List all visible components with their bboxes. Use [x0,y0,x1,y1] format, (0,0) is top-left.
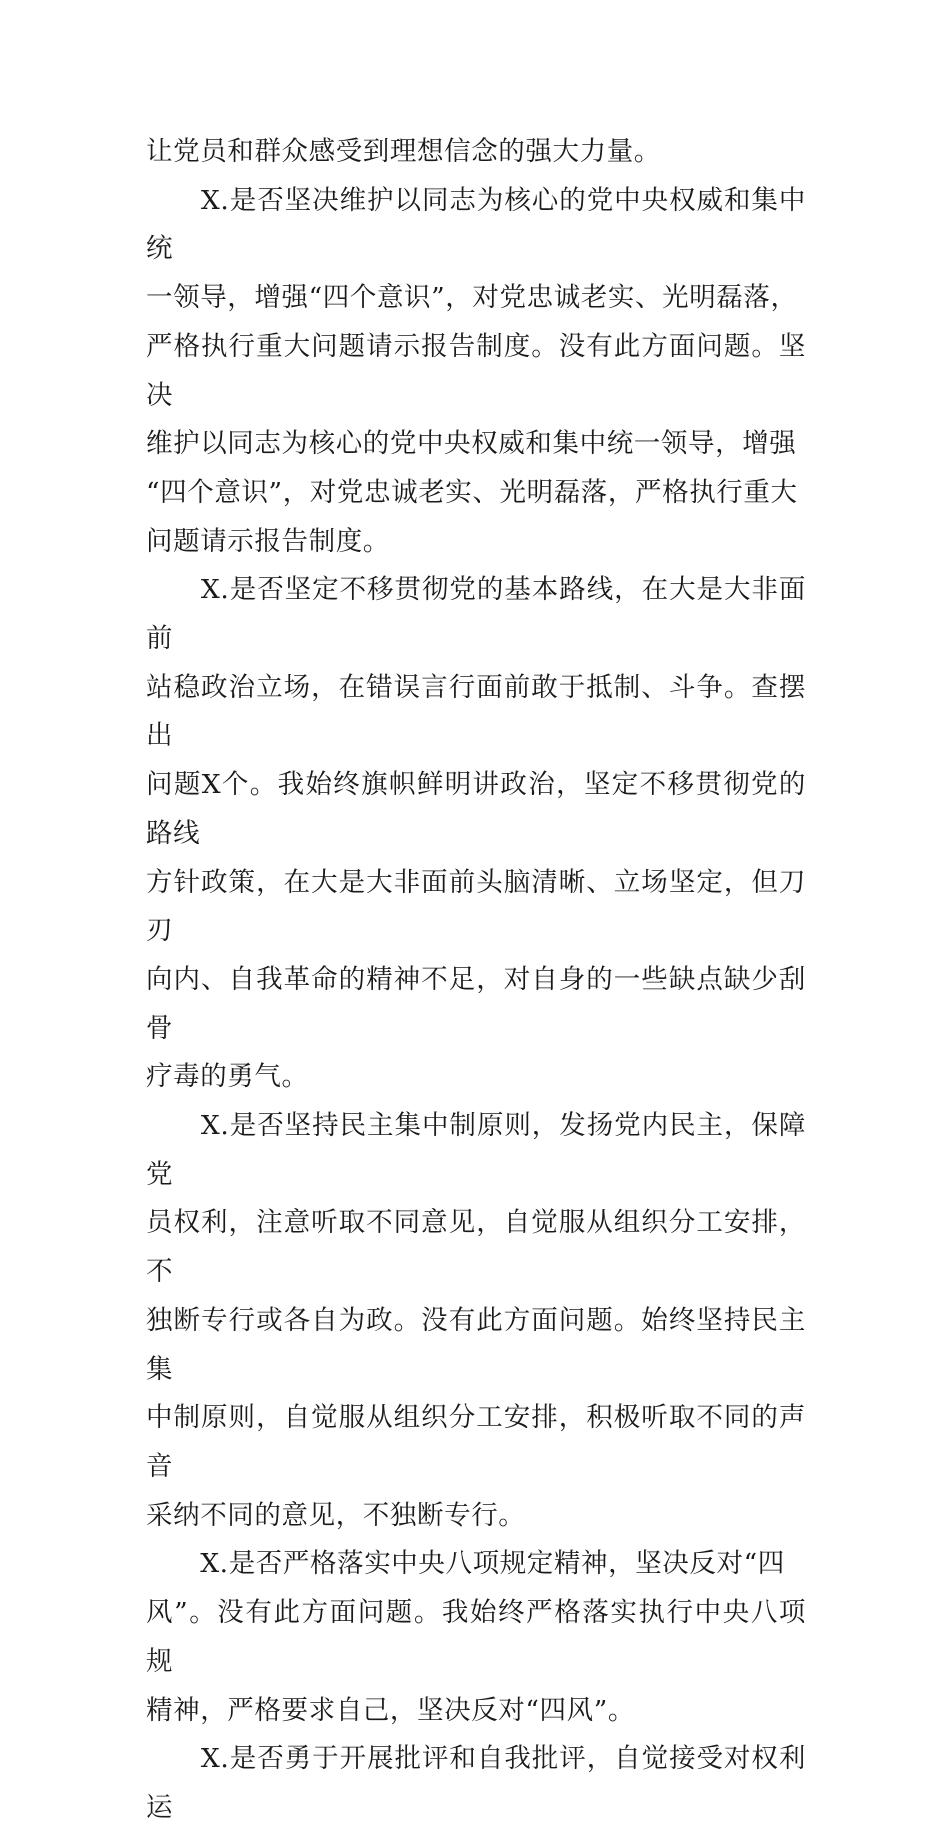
paragraph-criticism: X.是否勇于开展批评和自我批评，自觉接受对权利运 [146,1743,806,1823]
paragraph-eight-rules: X.是否严格落实中央八项规定精神，坚决反对“四 风”。没有此方面问题。我始终严格落实执行中央八项规 精神，严格要求自己，坚决反对“四风”。 [146,1548,806,1726]
paragraph-basic-line: X.是否坚定不移贯彻党的基本路线，在大是大非面前 站稳政治立场，在错误言行面前敢于抵制、斗争。查摆出 问题X个。我始终旗帜鲜明讲政治，坚定不移贯彻党的路线 方针政策，在大是大非面前头脑清晰、立场坚定，但刀刃 向内、自我革命的精神不足，对自身的一些缺点缺少刮骨 疗毒的勇气。 [146,574,806,1093]
document-body [146,128,806,1833]
paragraph-democratic-centralism: X.是否坚持民主集中制原则，发扬党内民主，保障党 员权利，注意听取不同意见，自觉服从组织分工安排，不 独断专行或各自为政。没有此方面问题。始终坚持民主集 中制原则，自觉服从组织分工安排，积极听取不同的声音 采纳不同的意见，不独断专行。 [146,1110,806,1531]
paragraph-authority: X.是否坚决维护以同志为核心的党中央权威和集中统 一领导，增强“四个意识”，对党忠诚老实、光明磊落， 严格执行重大问题请示报告制度。没有此方面问题。坚决 维护以同志为核心的党中央权威和集中统一领导，增强 “四个意识”，对党忠诚老实、光明磊落，严格执行重大 问题请示报告制度。 [146,184,806,557]
paragraph-continuation: 让党员和群众感受到理想信念的强大力量。 [146,136,661,167]
